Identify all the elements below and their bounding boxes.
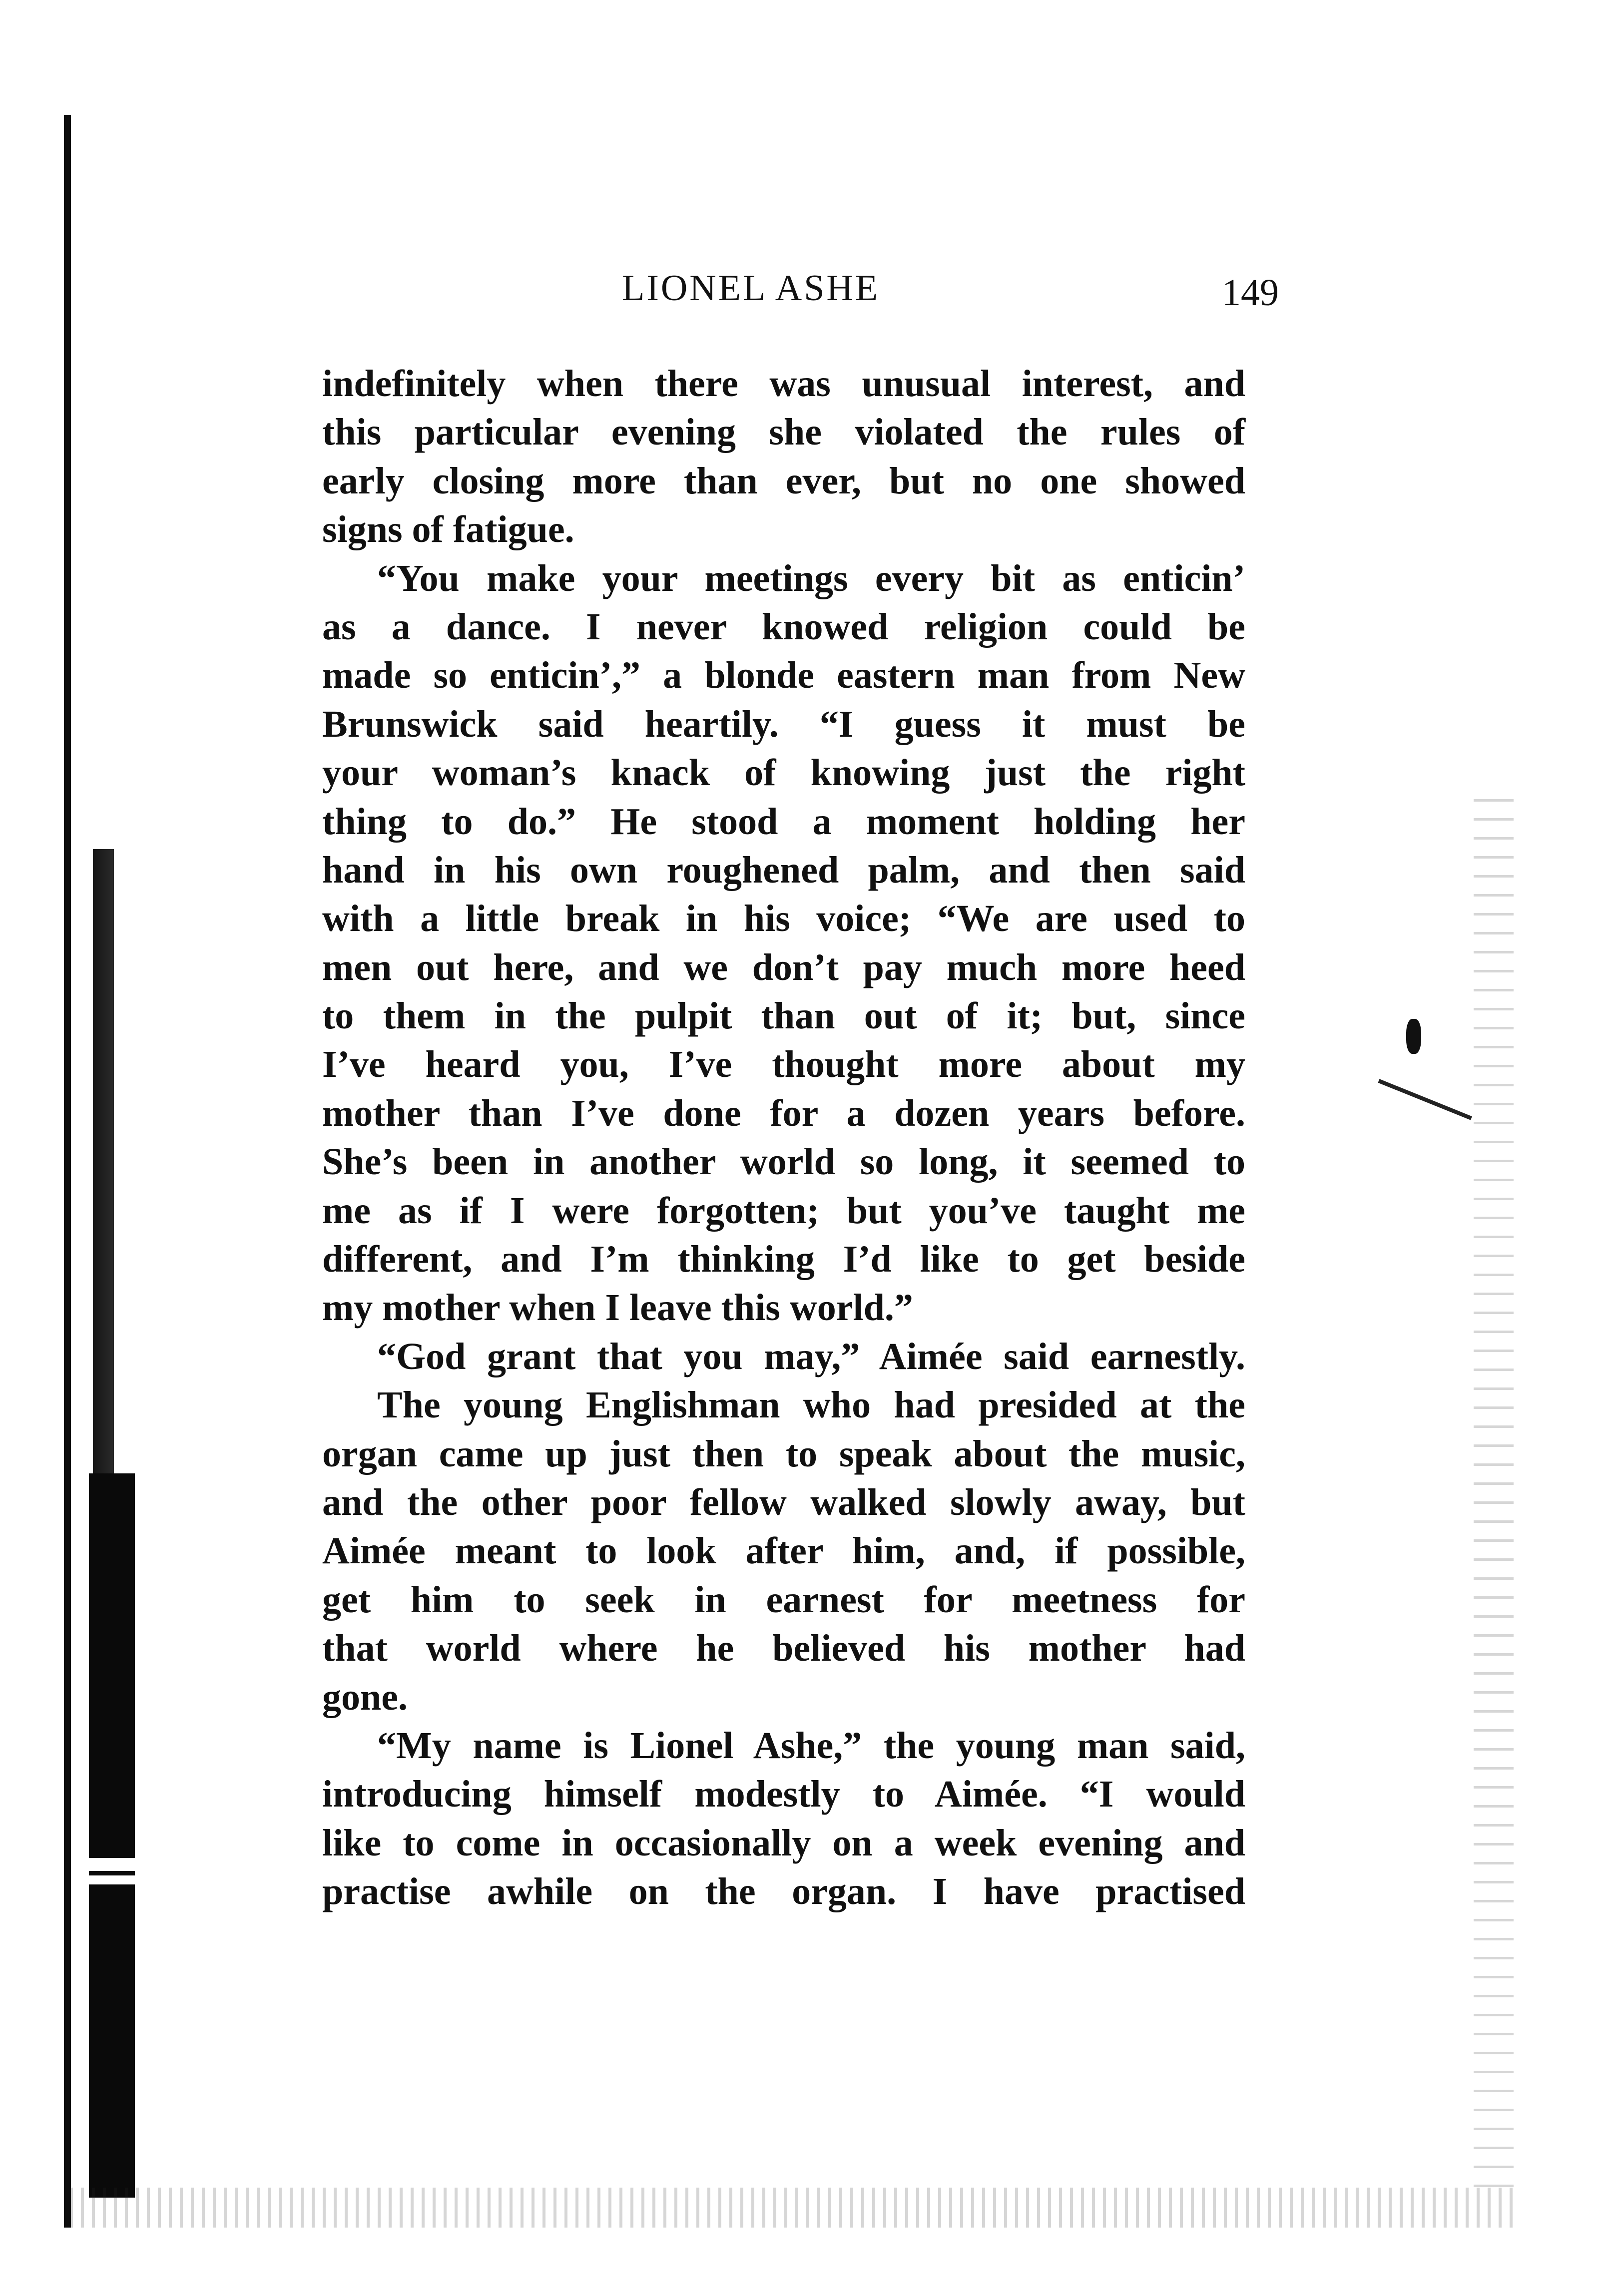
text-line: men out here, and we don’t pay much more heed <box>322 946 1245 988</box>
text-line: hand in his own roughened palm, and then said <box>322 849 1245 891</box>
text-line: made so enticin’,” a blonde eastern man from New <box>322 654 1245 697</box>
text-line: “God grant that you may,” Aimée said earnestly. <box>377 1335 1245 1378</box>
text-line: I’ve heard you, I’ve thought more about my <box>322 1043 1245 1086</box>
running-head <box>320 267 1279 312</box>
ink-blot <box>1406 1019 1421 1054</box>
text-line: this particular evening she violated the rules of <box>322 411 1245 454</box>
scan-binding-shadow <box>93 849 114 1473</box>
text-line: She’s been in another world so long, it seemed to <box>322 1141 1245 1183</box>
text-line: and the other poor fellow walked slowly away, but <box>322 1481 1245 1523</box>
text-line: “You make your meetings every bit as enticin’ <box>377 557 1245 599</box>
body-text <box>322 360 1245 1916</box>
text-line: with a little break in his voice; “We are used to <box>322 898 1245 940</box>
text-line: thing to do.” He stood a moment holding her <box>322 800 1245 843</box>
scan-binding-shadow-lower <box>89 1473 135 2198</box>
text-line: organ came up just then to speak about the music, <box>322 1432 1245 1475</box>
text-line: gone. <box>322 1676 408 1718</box>
text-line: early closing more than ever, but no one showed <box>322 459 1245 502</box>
text-line: Brunswick said heartily. “I guess it must be <box>322 703 1245 745</box>
text-line: me as if I were forgotten; but you’ve taught me <box>322 1189 1245 1232</box>
text-line: “My name is Lionel Ashe,” the young man said, <box>377 1724 1245 1767</box>
text-line: introducing himself modestly to Aimée. “I would <box>322 1773 1245 1816</box>
text-line: to them in the pulpit than out of it; but, since <box>322 995 1245 1037</box>
scan-binding-notch <box>80 1875 140 1884</box>
text-line: get him to seek in earnest for meetness for <box>322 1578 1245 1621</box>
text-line: my mother when I leave this world.” <box>322 1287 913 1329</box>
ink-stroke <box>1378 1079 1472 1120</box>
scan-binding-notch <box>80 1858 140 1871</box>
scan-binding-edge <box>64 115 71 2228</box>
text-line: different, and I’m thinking I’d like to get beside <box>322 1238 1245 1281</box>
text-line: your woman’s knack of knowing just the right <box>322 752 1245 794</box>
running-title: LIONEL ASHE <box>622 268 880 309</box>
text-line: as a dance. I never knowed religion could be <box>322 605 1245 648</box>
scan-bottom-smudge <box>70 2188 1519 2228</box>
text-line: that world where he believed his mother had <box>322 1627 1245 1670</box>
text-line: practise awhile on the organ. I have practised <box>322 1870 1245 1913</box>
scan-right-margin-dust <box>1474 799 1514 2198</box>
text-line: mother than I’ve done for a dozen years before. <box>322 1092 1245 1134</box>
text-line: signs of fatigue. <box>322 508 574 551</box>
text-line: indefinitely when there was unusual interest, and <box>322 363 1245 405</box>
text-line: Aimée meant to look after him, and, if possible, <box>322 1530 1245 1572</box>
text-line: The young Englishman who had presided at the <box>377 1384 1245 1426</box>
page-number: 149 <box>1222 272 1279 314</box>
text-line: like to come in occasionally on a week evening and <box>322 1822 1245 1864</box>
